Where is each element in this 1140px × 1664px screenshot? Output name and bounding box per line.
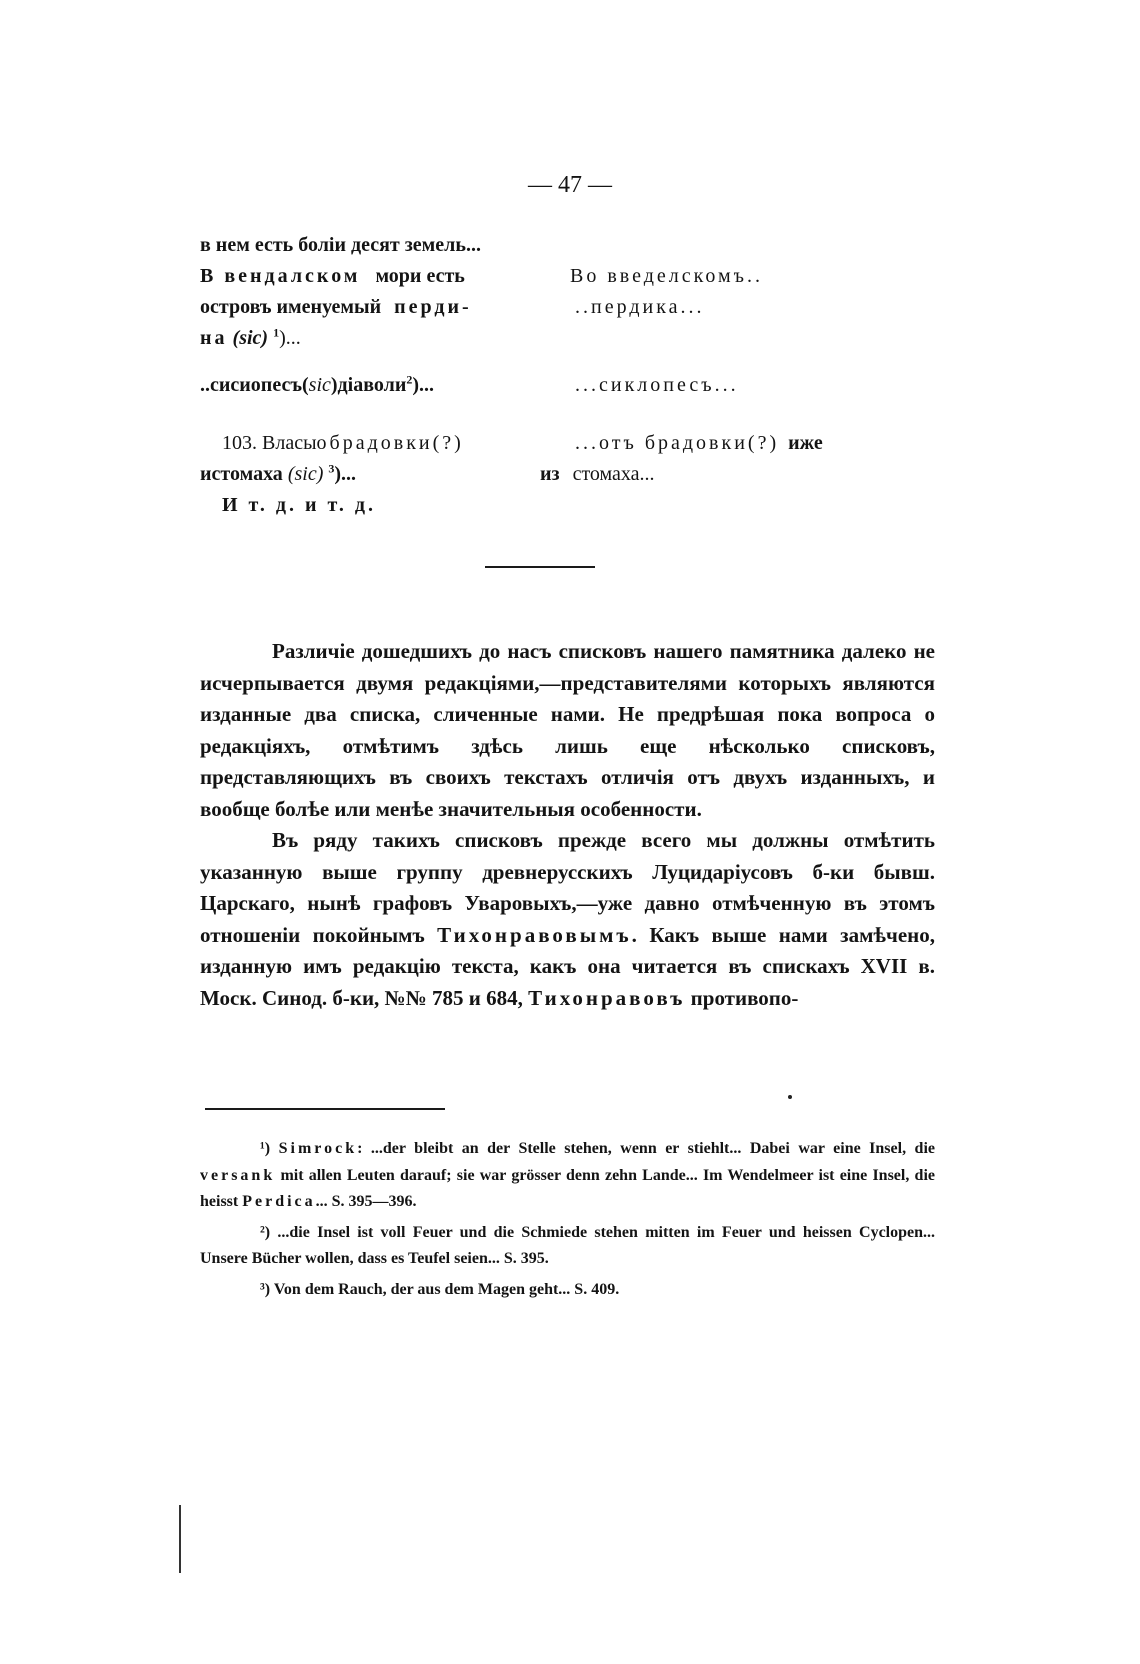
parallel-left-line-4: на (sic) $^1$)... [200,325,301,349]
page-number: — 47 — [528,172,612,198]
parallel-left-line-6: 103. Власыобрадовки(?) [222,432,464,454]
footnote-separator [205,1108,445,1110]
body-text [200,636,935,1014]
paragraph-1: Различіе дошедшихъ до насъ списковъ нашего памятника далеко не исчерпывается двумя редакціями,—представителями которыхъ являются изданные два списка, сличенные нами. Не предрѣшая пока вопроса о редакціяхъ, отмѣтимъ здѣсь лишь еще нѣсколько списковъ, представляющихъ въ своихъ текстахъ отличія отъ двухъ изданныхъ, и вообще болѣе или менѣе значительныя особенности. [200,639,935,821]
footnotes [200,1136,935,1307]
paragraph-2: Въ ряду такихъ списковъ прежде всего мы должны отмѣтить указанную выше группу древнерусскихъ Луцидаріусовъ б-ки бывш. Царскаго, нынѣ графовъ Уваровыхъ,—уже давно отмѣченную въ этомъ отношеніи покойнымъ Тихонравовымъ. Какъ выше нами замѣчено, изданную имъ редакцію текста, какъ она читается въ спискахъ XVII в. Моск. Синод. б-ки, №№ 785 и 684, Тихонравовъ противопо- [200,828,935,1010]
section-divider [485,566,595,568]
footnote-1: ¹) Simrock: ...der bleibt an der Stelle stehen, wenn er stiehlt... Dabei war eine Insel, die versank mit allen Leuten darauf; sie war grösser denn zehn Lande... Im Wendelmeer ist eine Insel, die heisst Perdica... S. 395—396. [200,1140,936,1210]
footnote-2: ²) ...die Insel ist voll Feuer und die Schmiede stehen mitten im Feuer und heissen Cyclopen... Unsere Bücher wollen, dass es Teufel seien... S. 395. [200,1223,936,1267]
parallel-right-line-5: из стомаха... [540,463,655,485]
parallel-left-line-3: островъ именуемый перди- [200,296,472,318]
margin-line [179,1505,181,1573]
parallel-right-line-4: ...отъ брадовки(?) иже [575,432,823,454]
parallel-left-line-8: И т. д. и т. д. [222,494,376,516]
parallel-right-line-1: Во введелскомъ.. [570,265,763,287]
parallel-left-line-2: В вендалском мори есть [200,265,465,287]
footnote-3: ³) Von dem Rauch, der aus dem Magen geht... S. 409. [260,1280,620,1298]
parallel-left-line-7: истомаха (sic) $^3$)... [200,461,357,485]
parallel-left-line-1: в нем есть боліи десят земель... [200,234,481,256]
parallel-left-line-5: ..сисиопесъ(sic)діаволи$^2$)... [200,372,435,396]
parallel-right-line-2: ..пердика... [575,296,705,318]
parallel-right-line-3: ...сиклопесъ... [575,374,739,396]
stray-mark [788,1095,792,1099]
